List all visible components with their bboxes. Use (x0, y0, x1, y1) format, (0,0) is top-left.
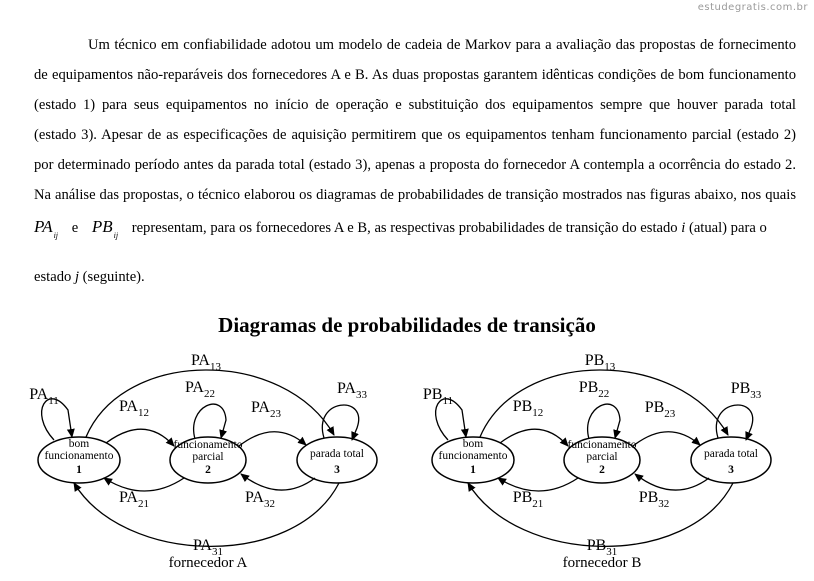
state-2-label-2: parcial (192, 451, 224, 463)
label-33: $PB_{33}$ (730, 380, 762, 401)
diagram-fornecedor-a (29, 352, 377, 571)
state-3 (297, 437, 377, 483)
label-23: $PB_{23}$ (644, 399, 676, 420)
paragraph-line-3: (estado 1) para seus equipamentos no início de operação e substituição dos equipamentos sempre que houver parada total (34, 97, 796, 113)
label-11: $PA_{11}$ (29, 386, 59, 407)
arrow-32 (635, 474, 709, 490)
arrow-32 (241, 474, 315, 490)
arrow-23 (239, 432, 306, 446)
state-1-label-2: funcionamento (44, 450, 114, 462)
line7-text-mid: (atual) para o (688, 220, 767, 236)
state-1-number: 1 (470, 464, 476, 476)
loop-33 (716, 405, 752, 440)
label-22: $PB_{22}$ (578, 379, 610, 400)
arrow-23 (633, 432, 700, 446)
label-21: $PA_{21}$ (119, 489, 149, 510)
paragraph-line-2: de equipamentos não-reparáveis dos fornecedores A e B. As duas propostas garantem idênticas condições de bom funcionamento (34, 67, 796, 83)
state-2-label-1: funcionamento (567, 439, 637, 451)
var-j: j (74, 269, 80, 285)
arrow-12 (500, 429, 568, 446)
state-2-label-2: parcial (586, 451, 618, 463)
diagram-caption: fornecedor B (562, 555, 642, 571)
symbol-pb: PB (91, 217, 113, 236)
symbol-pa: PA (34, 217, 53, 236)
symbol-pa-subscript: ij (53, 231, 59, 240)
state-3-number: 3 (728, 464, 734, 476)
state-1-label-2: funcionamento (438, 450, 508, 462)
arrow-21 (498, 478, 578, 491)
conjunction: e (71, 220, 79, 236)
state-2-label-1: funcionamento (173, 439, 243, 451)
label-32: $PB_{32}$ (638, 489, 670, 510)
label-13: $PB_{13}$ (584, 352, 616, 373)
label-21: $PB_{21}$ (512, 489, 544, 510)
diagram-title: Diagramas de probabilidades de transição (218, 313, 596, 337)
label-33: $PA_{33}$ (337, 380, 367, 401)
loop-22 (588, 404, 620, 439)
var-i: i (681, 220, 686, 236)
label-32: $PA_{32}$ (245, 489, 275, 510)
loop-22 (194, 404, 226, 439)
label-12: $PB_{12}$ (512, 398, 544, 419)
state-3-label-1: parada total (704, 448, 758, 460)
watermark: estudegratis.com.br (697, 2, 808, 13)
paragraph-line-1: Um técnico em confiabilidade adotou um modelo de cadeia de Markov para a avaliação das propostas de fornecimento (88, 37, 796, 53)
paragraph-line-5: por determinado período antes da parada total (estado 3), apenas a proposta do fornecedor A contempla a ocorrência do estado 2. (34, 157, 796, 173)
label-31: $PA_{31}$ (193, 537, 223, 558)
state-3-label-1: parada total (310, 448, 364, 460)
label-23: $PA_{23}$ (251, 399, 281, 420)
label-12: $PA_{12}$ (119, 398, 149, 419)
paragraph-line-4: (estado 3). Apesar de as especificações de aquisição permitirem que os equipamentos tenham funcionamento parcial (estado 2) (34, 127, 796, 143)
arrow-21 (104, 478, 184, 491)
state-3 (691, 437, 771, 483)
line8-post: (seguinte). (82, 269, 145, 285)
arrow-12 (106, 429, 174, 446)
line8-pre: estado (34, 269, 72, 285)
state-1-label-1: bom (68, 438, 90, 450)
state-3-number: 3 (334, 464, 340, 476)
diagram-caption: fornecedor A (168, 555, 248, 571)
label-31: $PB_{31}$ (586, 537, 618, 558)
label-13: $PA_{13}$ (191, 352, 221, 373)
state-2-number: 2 (599, 464, 605, 476)
state-2-number: 2 (205, 464, 211, 476)
diagram-fornecedor-b (423, 352, 771, 571)
line7-text-pre: representam, para os fornecedores A e B, as respectivas probabilidades de transição do estado (131, 220, 678, 236)
paragraph-line-6: Na análise das propostas, o técnico elaborou os diagramas de probabilidades de transição mostrados nas figuras abaixo, nos quais (34, 187, 796, 203)
state-1-number: 1 (76, 464, 82, 476)
state-1-label-1: bom (462, 438, 484, 450)
loop-33 (322, 405, 358, 440)
symbol-pb-subscript: ij (113, 231, 119, 240)
label-11: $PB_{11}$ (422, 386, 454, 407)
label-22: $PA_{22}$ (185, 379, 215, 400)
